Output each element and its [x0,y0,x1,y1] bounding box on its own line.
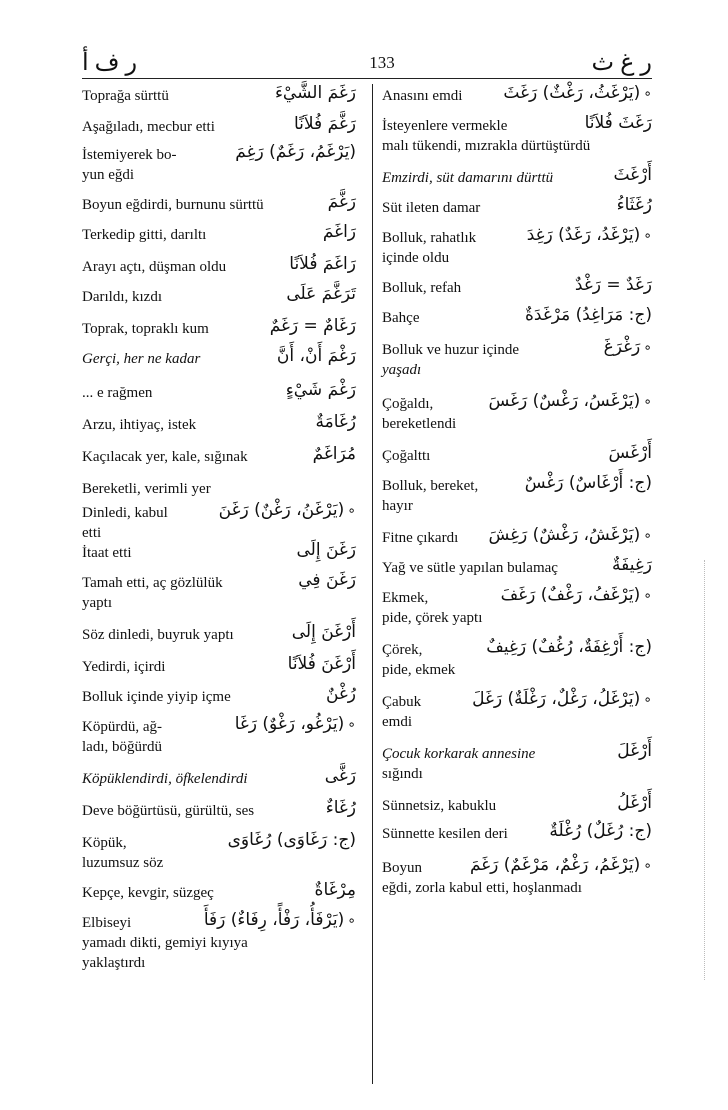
entry-translation: Ekmek, [382,590,429,606]
entry-bullet: ∘ [347,717,356,733]
arabic-text: رَغَنَ فِي [298,570,356,590]
entry-translation: Terkedip gitti, darıltı [82,227,207,243]
arabic-text: أَرْغَثَ [613,165,652,185]
dictionary-entry [82,192,356,225]
arabic-text: رَغَدٌ = رَغْدٌ [574,275,652,295]
arabic-headword [613,793,652,813]
dictionary-entry [82,114,356,145]
dictionary-entry [382,83,652,116]
entry-translation: Kaçılacak yer, kale, sığınak [82,449,248,465]
dictionary-entry [82,622,356,657]
dictionary-entry [382,305,652,340]
entry-translation-continued: içinde oldu [382,250,450,266]
arabic-headword [309,444,356,464]
entry-translation: Arayı açtı, düşman oldu [82,259,227,275]
arabic-text: (يَرْغَفُ، رَغْفٌ) رَغَفَ [500,585,641,605]
entry-translation: Köpüklendirdi, öfkelendirdi [82,771,248,787]
entry-translation-continued: pide, ekmek [382,662,456,678]
dictionary-entry [82,570,356,625]
arabic-text: رَغْمَ أَنْ، أَنَّ [276,346,356,366]
arabic-headword [468,689,652,710]
arabic-headword [284,654,356,674]
entry-translation-continued: yun eğdi [82,167,135,183]
arabic-text: (يَرْغَمُ، رَغْمٌ، مَرْغَمٌ) رَغَمَ [469,855,641,875]
arabic-headword [282,380,356,400]
arabic-headword [231,142,356,162]
entry-translation: Toprağa sürttü [82,88,169,104]
dictionary-entry [82,412,356,447]
arabic-text: (ج: أَرْغَاسٌ) رَغْسٌ [524,473,652,493]
arabic-headword [545,821,652,841]
arabic-text: أَرْغَلُ [617,793,652,813]
arabic-headword [224,830,356,850]
arabic-text: أَرْغَنَ إِلَى [291,622,356,642]
arabic-text: رَغَّمَ [327,192,356,212]
entry-translation: ... e rağmen [82,385,153,401]
arabic-text: (يَرْغَثُ، رَغْثٌ) رَغَثَ [503,83,641,103]
header-rule [82,78,652,79]
arabic-text: (يَرْغَدُ، رَغَدٌ) رَغِدَ [526,225,641,245]
arabic-headword [484,391,652,412]
entry-translation: Bereketli, verimli yer [82,481,211,497]
dictionary-entry [82,830,356,883]
arabic-text: رَغَّى [324,766,356,786]
entry-translation-continued: yaptı [82,595,112,611]
arabic-headword [523,225,652,246]
arabic-text: رُغَامَةٌ [315,412,356,432]
entry-translation-continued: malı tükendi, mızrakla dürtüştürdü [382,138,591,154]
entry-translation: Boyun [382,860,423,876]
entry-bullet: ∘ [347,913,356,929]
entry-translation: Fitne çıkardı [382,530,459,546]
dictionary-entry [382,443,652,476]
entry-translation: Elbiseyi [82,915,132,931]
arabic-headword [231,714,356,735]
dictionary-entry [82,500,356,543]
arabic-text: رَغِيفَةٌ [612,555,652,575]
dictionary-entry [382,855,652,910]
dictionary-entry [82,880,356,913]
left-column [82,83,356,973]
entry-translation: Yağ ve sütle yapılan bulamaç [382,560,558,576]
entry-bullet: ∘ [643,228,652,244]
entry-bullet: ∘ [643,340,652,356]
arabic-text: أَرْغَنَ فُلاَنًا [287,654,356,674]
arabic-text: رَاغَمَ [322,222,356,242]
arabic-headword [482,637,652,657]
entry-translation: İsteyenlere vermekle [382,118,508,134]
entry-translation-continued: etti [82,525,102,541]
entry-translation: Toprak, topraklı kum [82,321,209,337]
arabic-headword [609,165,652,185]
page-header [82,48,652,78]
dictionary-entry [82,798,356,833]
arabic-headword [266,316,356,336]
entry-translation: Bolluk, refah [382,280,462,296]
arabic-text: (يَرْغَسُ، رَغْسٌ) رَغَسَ [488,391,641,411]
arabic-headword [600,337,652,358]
entry-translation: Sünnetsiz, kabuklu [382,798,497,814]
entry-translation: Deve böğürtüsü, gürültü, ses [82,803,255,819]
entry-translation: Bahçe [382,310,420,326]
arabic-headword [608,555,652,575]
arabic-text: رَغَّمَ فُلاَنًا [294,114,356,134]
arabic-headword [312,412,357,432]
entry-translation-continued: luzumsuz söz [82,855,164,871]
arabic-headword [288,622,356,642]
entry-translation: Bolluk, bereket, [382,478,479,494]
entry-translation: Çörek, [382,642,423,658]
page-number: 133 [369,53,395,72]
entry-translation-continued: ladı, böğürdü [82,739,162,755]
arabic-headword [322,684,356,704]
entry-translation-continued: yaklaştırdı [82,955,146,971]
entry-translation: Anasını emdi [382,88,463,104]
arabic-text: (يَرْغُو، رَغْوٌ) رَغَا [234,714,345,734]
arabic-headword [571,275,652,295]
arabic-text: رَغْرَغَ [603,337,641,357]
entry-translation: Gerçi, her ne kadar [82,351,201,367]
entry-bullet: ∘ [643,692,652,708]
arabic-text: (يَرْغَمُ، رَغَمٌ) رَغِمَ [235,142,356,162]
entry-translation: Köpürdü, ağ- [82,719,162,735]
dictionary-entry [382,195,652,228]
dictionary-entry [382,525,652,558]
entry-bullet: ∘ [643,86,652,102]
dictionary-entry [82,254,356,287]
header-left-letters: ر ف أ [82,50,138,76]
dictionary-entry [82,444,356,479]
dictionary-entry [82,380,356,415]
entry-translation: İstemiyerek bo- [82,147,177,163]
dictionary-entry [382,165,652,198]
arabic-headword [613,195,652,215]
arabic-text: (يَرْغَنُ، رَغْنٌ) رَغَنَ [218,500,345,520]
arabic-headword [282,284,356,304]
dictionary-entry [382,391,652,446]
arabic-headword [271,83,356,103]
arabic-text: (ج: أَرْغِفَةٌ، رُغُفٌ) رَغِيفٌ [486,637,652,657]
arabic-headword [581,113,652,133]
arabic-text: رَغَمَ الشَّيْءَ [274,83,356,103]
dictionary-entry [82,284,356,319]
entry-translation-continued: yamadı dikti, gemiyi kıyıya [82,935,248,951]
arabic-headword [613,741,652,761]
dictionary-entry [382,821,652,858]
column-divider [372,84,373,1084]
entry-bullet: ∘ [643,588,652,604]
entry-bullet: ∘ [643,858,652,874]
arabic-headword [521,473,652,493]
entry-translation: Bolluk ve huzur içinde [382,342,520,358]
entry-translation: Bolluk içinde yiyip içme [82,689,231,705]
entry-bullet: ∘ [643,394,652,410]
arabic-headword [321,766,356,786]
entry-translation: İtaat etti [82,545,132,561]
arabic-text: مُرَاغَمٌ [312,444,356,464]
entry-translation: Çoğalttı [382,448,431,464]
entry-translation: Sünnette kesilen deri [382,826,508,842]
margin-dots [704,560,707,980]
arabic-headword [294,570,356,590]
arabic-text: (ج: رُغَلٌ) رُغْلَةٌ [549,821,652,841]
arabic-headword [290,114,356,134]
dictionary-entry [82,316,356,349]
arabic-text: رُغَثَاءُ [616,195,652,215]
dictionary-entry [382,741,652,796]
arabic-headword [497,585,652,606]
arabic-text: أَرْغَسَ [608,443,652,463]
dictionary-entry [382,555,652,588]
arabic-text: رُغَاءٌ [325,798,356,818]
entry-translation: Arzu, ihtiyaç, istek [82,417,197,433]
entry-translation-continued: emdi [382,714,412,730]
dictionary-entry [82,714,356,769]
dictionary-entry [382,113,652,168]
entry-translation-continued: hayır [382,498,413,514]
entry-translation: Çocuk korkarak annesine [382,746,536,762]
entry-translation: Aşağıladı, mecbur etti [82,119,215,135]
arabic-text: (يَرْغَلُ، رَغْلٌ، رَغْلَةٌ) رَغَلَ [472,689,641,709]
entry-translation-continued: eğdi, zorla kabul etti, hoşlanmadı [382,880,582,896]
arabic-text: رَغَنَ إِلَى [296,540,356,560]
dictionary-entry [82,142,356,195]
entry-translation: Yedirdi, içirdi [82,659,166,675]
dictionary-entry [82,684,356,717]
arabic-text: رَغْمَ شَيْءٍ [285,380,356,400]
entry-translation: Köpük, [82,835,127,851]
arabic-text: رَاغَمَ فُلاَنًا [289,254,356,274]
arabic-text: (ج: مَرَاغِدُ) مَرْغَدَةٌ [524,305,652,325]
dictionary-entry [82,910,356,973]
arabic-text: (ج: رَغَاوَى) رُغَاوَى [227,830,356,850]
arabic-headword [292,540,356,560]
arabic-text: رَغَثَ فُلاَنًا [584,113,652,133]
dictionary-entry [382,225,652,278]
arabic-text: رُغْنٌ [325,684,356,704]
dictionary-entry [82,222,356,257]
arabic-headword [521,305,652,325]
arabic-text: (يَرْفَأُ، رَفْأً، رِفَاءٌ) رَفَأَ [203,910,345,930]
entry-translation: Tamah etti, aç gözlülük [82,575,223,591]
entry-translation: Çoğaldı, [382,396,434,412]
dictionary-entry [382,585,652,640]
dictionary-entry [382,793,652,824]
arabic-headword [215,500,356,521]
arabic-headword [200,910,356,931]
arabic-headword [273,346,356,366]
dictionary-entry [382,275,652,308]
arabic-text: تَرَغَّمَ عَلَى [286,284,356,304]
arabic-headword [484,525,652,546]
header-right-letters: ر غ ث [591,50,652,76]
arabic-headword [311,880,356,900]
dictionary-entry [82,766,356,801]
entry-bullet: ∘ [643,528,652,544]
right-column [382,83,652,910]
arabic-headword [499,83,652,104]
entry-translation: Boyun eğdirdi, burnunu sürttü [82,197,264,213]
dictionary-entry [82,83,356,117]
entry-translation: Emzirdi, süt damarını dürttü [382,170,554,186]
arabic-text: مِرْغَاةٌ [314,880,356,900]
arabic-headword [466,855,652,876]
entry-translation-continued: pide, çörek yaptı [382,610,483,626]
entry-translation-continued: yaşadı [382,362,422,378]
arabic-headword [324,192,356,212]
arabic-headword [285,254,356,274]
arabic-text: (يَرْغَشُ، رَغْشٌ) رَغِشَ [488,525,641,545]
entry-translation: Söz dinledi, buyruk yaptı [82,627,234,643]
dictionary-entry [382,473,652,528]
dictionary-entry [382,689,652,744]
dictionary-entry [82,540,356,573]
entry-translation: Dinledi, kabul [82,505,168,521]
arabic-headword [605,443,653,463]
entry-translation: Bolluk, rahatlık [382,230,477,246]
entry-bullet: ∘ [347,503,356,519]
arabic-text: رَغَامٌ = رَغَمٌ [269,316,356,336]
arabic-headword [319,222,356,242]
entry-translation: Kepçe, kevgir, süzgeç [82,885,214,901]
entry-translation-continued: bereketlendi [382,416,457,432]
entry-translation-continued: sığındı [382,766,423,782]
entry-translation: Süt ileten damar [382,200,481,216]
entry-translation: Çabuk [382,694,422,710]
dictionary-entry [82,346,356,383]
dictionary-entry [382,637,652,692]
dictionary-entry [382,337,652,394]
arabic-headword [322,798,356,818]
entry-translation: Darıldı, kızdı [82,289,162,305]
arabic-text: أَرْغَلَ [617,741,652,761]
dictionary-entry [82,654,356,687]
